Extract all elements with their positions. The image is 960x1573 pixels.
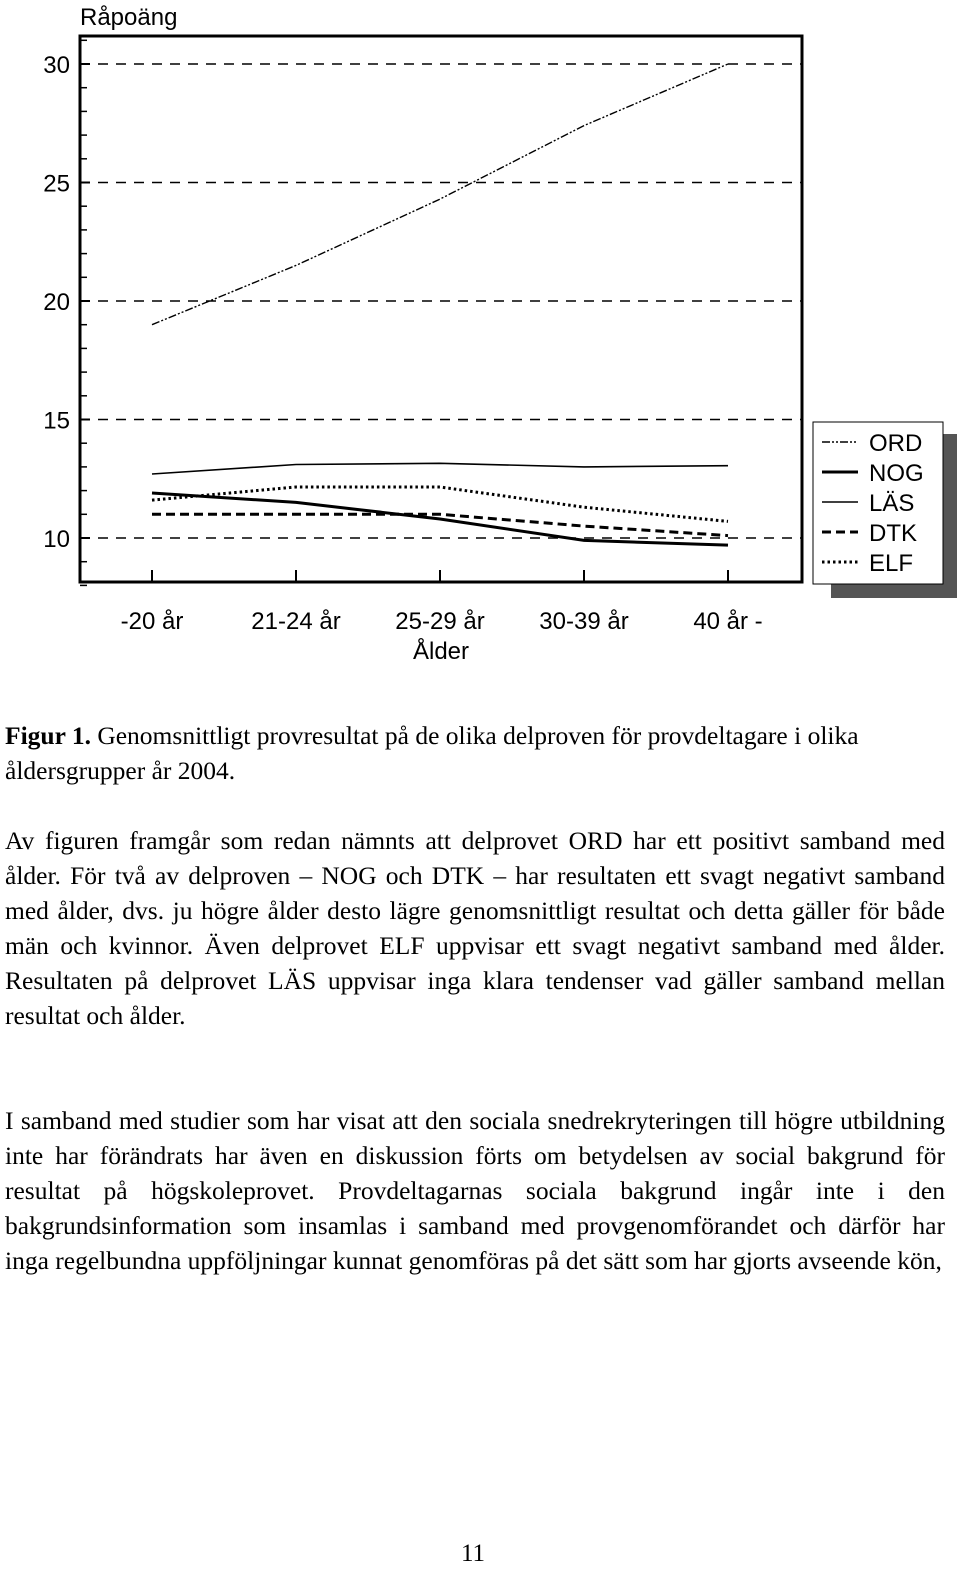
legend-label-ord: ORD [869,430,923,457]
x-axis-ticks [121,570,763,635]
age-score-chart [0,0,960,680]
x-tick-label-1: 21-24 år [251,608,341,635]
x-tick-label-2: 25-29 år [395,608,485,635]
legend-label-nog: NOG [869,460,924,487]
caption-label: Figur 1. [5,721,91,750]
y-tick-label-10: 10 [43,526,70,553]
grid-lines [80,64,802,538]
legend-label-läs: LÄS [869,490,915,517]
body-paragraph-2: I samband med studier som har visat att den sociala snedrekryteringen till högre utbildning inte har förändrats har även en diskussion förts om betydelsen av social bakgrund för resultat på högskoleprovet. Provdeltagarnas sociala bakgrund ingår inte i den bakgrundsinformation som insamlas i samband med provgenomförandet och därför har inga regelbundna uppföljningar kunnat genomföras på det sätt som har gjorts avseende kön, [5,1106,945,1275]
legend-label-dtk: DTK [869,520,917,547]
x-axis-label: Ålder [412,638,470,665]
body-paragraph-1: Av figuren framgår som redan nämnts att delprovet ORD har ett positivt samband med ålder. För två av delproven – NOG och DTK – har resultaten ett svagt negativt samband med ålder, dvs. ju högre ålder desto lägre genomsnittligt resultat och detta gäller för både män och kvinnor. Även delprovet ELF uppvisar ett svagt negativt samband med ålder. Resultaten på delprovet LÄS uppvisar inga klara tendenser vad gäller samband mellan resultat och ålder. [5,826,945,1030]
x-tick-label-3: 30-39 år [539,608,629,635]
legend [813,422,957,598]
x-tick-label-4: 40 år - [693,608,763,635]
y-tick-label-20: 20 [43,289,70,316]
series-line-läs [152,463,728,474]
y-axis-ticks [43,40,90,585]
series-lines [152,64,728,545]
y-tick-label-25: 25 [43,170,70,198]
y-axis-label: Råpoäng [80,4,178,31]
figure-caption [5,718,945,788]
legend-label-elf: ELF [869,550,914,577]
series-line-ord [152,64,728,325]
y-tick-label-15: 15 [43,407,70,435]
y-tick-label-30: 30 [43,52,70,79]
caption-text: Genomsnittligt provresultat på de olika delproven för provdeltagare i olika åldersgrupper år 2004. [5,721,859,785]
page-number: 11 [460,1540,486,1567]
series-line-elf [152,487,728,521]
x-tick-label-0: -20 år [120,608,184,635]
